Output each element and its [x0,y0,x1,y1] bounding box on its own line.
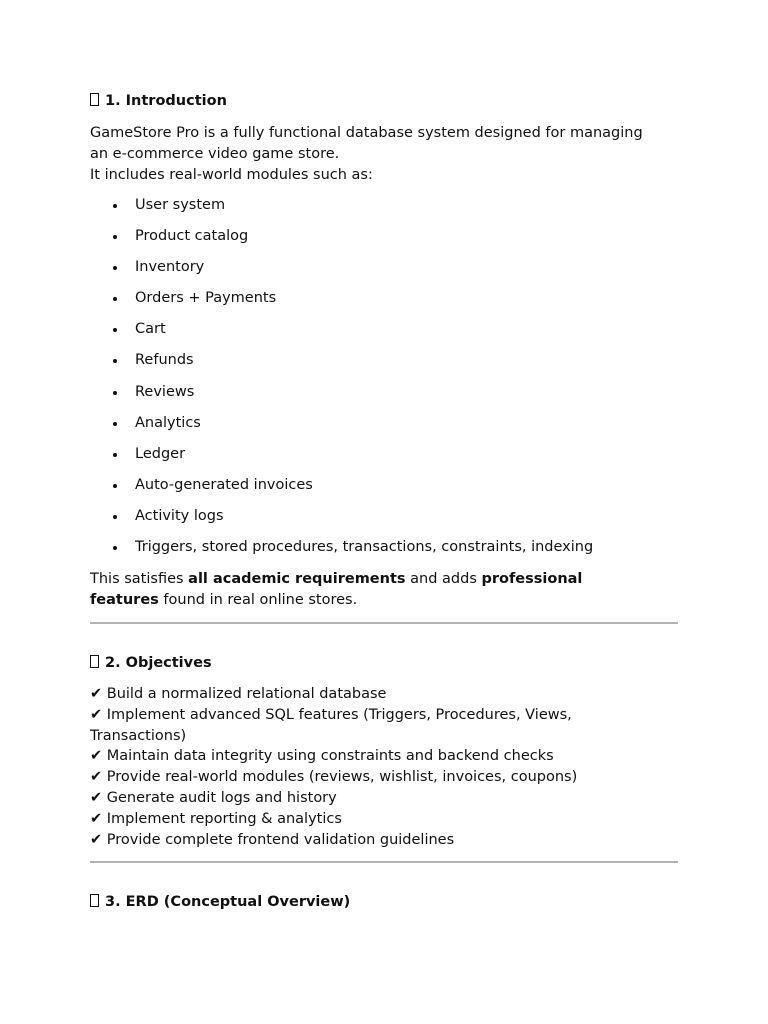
intro-line: an e-commerce video game store. [90,145,340,162]
objective-item [90,788,678,809]
list-item: Triggers, stored procedures, transactions, constraints, indexing [90,537,678,568]
bookmark-icon [90,655,99,668]
check-icon: ✔ [90,810,103,827]
list-item: Cart [90,319,678,350]
objective-text: Provide real-world modules (reviews, wishlist, invoices, coupons) [106,769,578,786]
summary-text: and adds [405,571,482,587]
objectives-list [90,684,678,850]
summary-paragraph [90,569,678,611]
objective-item [90,767,678,788]
objective-text: Build a normalized relational database [106,686,387,702]
list-item: Analytics [90,413,678,444]
objective-item [90,684,678,705]
section-heading-objectives [90,653,212,673]
summary-bold: professional [481,571,583,587]
list-item: User system [90,195,678,226]
list-item: Orders + Payments [90,288,678,319]
section-divider [90,622,678,624]
summary-line [90,590,678,611]
objective-item [90,705,678,726]
section-title: 2. Objectives [105,655,212,671]
section-title: 1. Introduction [105,93,227,109]
list-item: Refunds [90,350,678,381]
check-icon: ✔ [90,706,103,723]
intro-paragraph [90,123,678,185]
check-icon: ✔ [90,748,103,765]
intro-line: GameStore Pro is a fully functional database system designed for managing [90,125,643,141]
objective-text: Provide complete frontend validation guidelines [106,831,455,848]
check-icon: ✔ [90,789,103,806]
check-icon: ✔ [90,686,103,702]
section-title: 3. ERD (Conceptual Overview) [105,894,351,910]
objective-item [90,809,678,830]
objective-text: Implement advanced SQL features (Triggers, Procedures, Views, [106,706,572,723]
list-item: Product catalog [90,226,678,257]
intro-line: It includes real-world modules such as: [90,166,373,183]
modules-list [90,195,678,568]
objective-text: Transactions) [90,727,187,744]
summary-bold: features [90,591,159,608]
bookmark-icon [90,93,99,106]
list-item: Ledger [90,444,678,475]
list-item: Activity logs [90,506,678,537]
objective-text: Generate audit logs and history [106,789,337,806]
list-item: Reviews [90,382,678,413]
bookmark-icon [90,894,99,907]
summary-line [90,569,678,590]
section-divider [90,861,678,863]
summary-bold: all academic requirements [188,571,406,587]
objective-item-continuation [90,726,678,747]
check-icon: ✔ [90,769,103,786]
objective-text: Implement reporting & analytics [106,810,342,827]
list-item: Inventory [90,257,678,288]
check-icon: ✔ [90,831,103,848]
objective-item [90,830,678,851]
objective-item [90,746,678,767]
section-heading-erd [90,892,350,912]
summary-text: found in real online stores. [158,591,358,608]
objective-text: Maintain data integrity using constraints and backend checks [106,748,554,765]
list-item: Auto-generated invoices [90,475,678,506]
section-heading-introduction [90,91,227,111]
summary-text: This satisfies [90,571,189,587]
